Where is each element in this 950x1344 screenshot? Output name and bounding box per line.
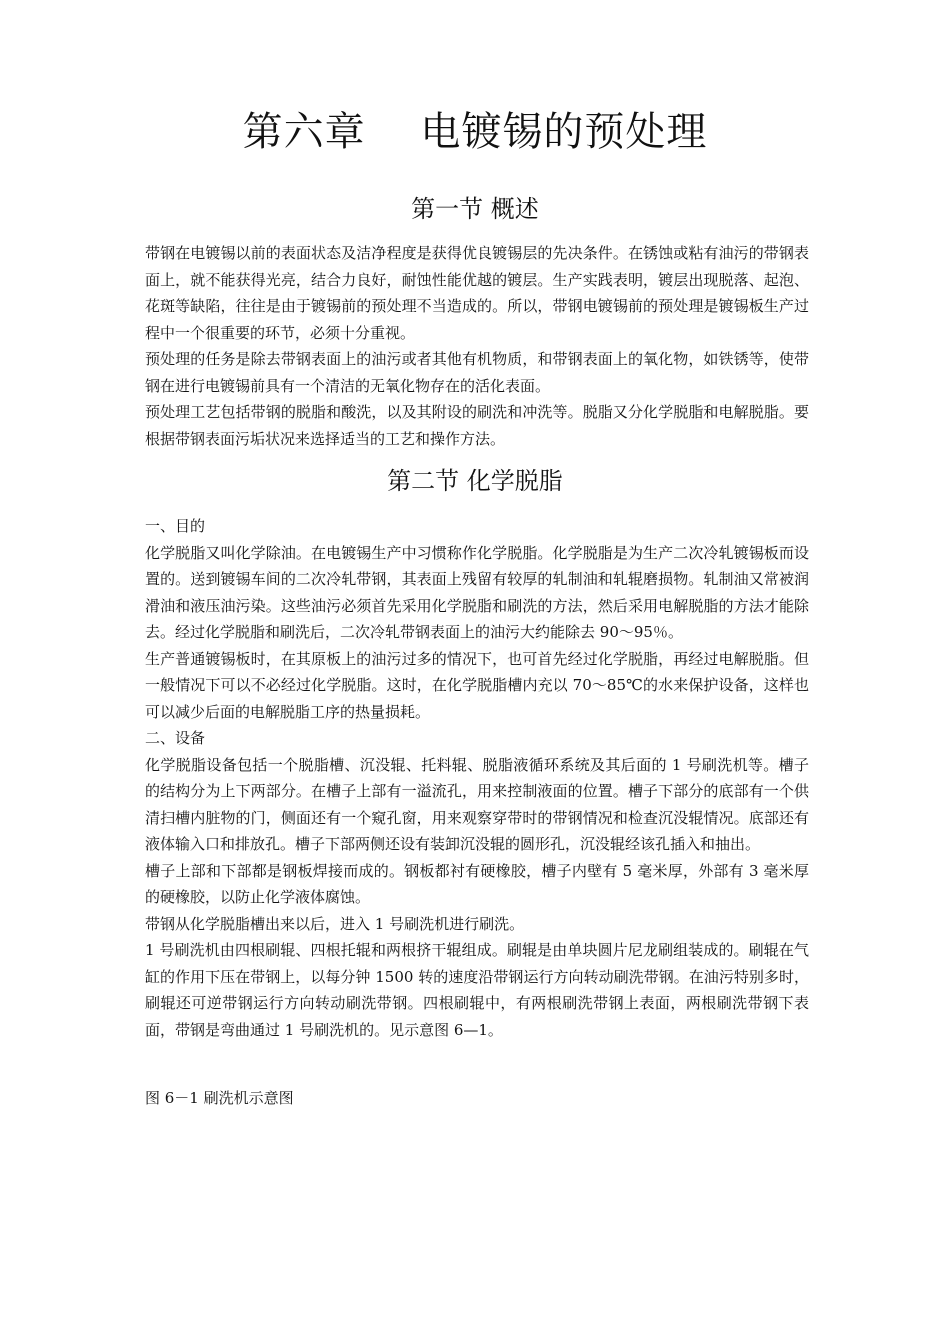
paragraph: 预处理工艺包括带钢的脱脂和酸洗，以及其附设的刷洗和冲洗等。脱脂又分化学脱脂和电解脱脂。要根据带钢表面污垢状况来选择适当的工艺和操作方法。	[145, 403, 809, 448]
paragraph: 带钢从化学脱脂槽出来以后，进入 1 号刷洗机进行刷洗。	[145, 914, 525, 933]
section-body-chemical-degreasing	[145, 513, 809, 1043]
paragraph: 预处理的任务是除去带钢表面上的油污或者其他有机物质，和带钢表面上的氧化物，如铁锈等，使带钢在进行电镀锡前具有一个清洁的无氧化物存在的活化表面。	[145, 350, 809, 395]
paragraph: 生产普通镀锡板时，在其原板上的油污过多的情况下，也可首先经过化学脱脂，再经过电解脱脂。但一般情况下可以不必经过化学脱脂。这时，在化学脱脂槽内充以 70～85℃的水来保护设备，这样也可以减少后面的电解脱脂工序的热量损耗。	[145, 649, 809, 721]
paragraph: 1 号刷洗机由四根刷辊、四根托辊和两根挤干辊组成。刷辊是由单块圆片尼龙刷组装成的。刷辊在气缸的作用下压在带钢上，以每分钟 1500 转的速度沿带钢运行方向转动刷洗带钢。在油污特别多时，刷辊还可逆带钢运行方向转动刷洗带钢。四根刷辊中，有两根刷洗带钢上表面，两根刷洗带钢下表面，带钢是弯曲通过 1 号刷洗机的。见示意图 6—1。	[145, 941, 809, 1039]
subheading-purpose: 一、目的	[145, 517, 206, 535]
paragraph: 化学脱脂又叫化学除油。在电镀锡生产中习惯称作化学脱脂。化学脱脂是为生产二次冷轧镀锡板而设置的。送到镀锡车间的二次冷轧带钢，其表面上残留有较厚的轧制油和轧辊磨损物。轧制油又常被润滑油和液压油污染。这些油污必须首先采用化学脱脂和刷洗的方法，然后采用电解脱脂的方法才能除去。经过化学脱脂和刷洗后，二次冷轧带钢表面上的油污大约能除去 90～95％。	[145, 543, 809, 641]
section-body-overview	[145, 240, 809, 452]
chapter-title: 第六章 电镀锡的预处理	[242, 109, 708, 155]
paragraph: 带钢在电镀锡以前的表面状态及洁净程度是获得优良镀锡层的先决条件。在锈蚀或粘有油污的带钢表面上，就不能获得光亮，结合力良好，耐蚀性能优越的镀层。生产实践表明，镀层出现脱落、起泡、花斑等缺陷，往往是由于镀锡前的预处理不当造成的。所以，带钢电镀锡前的预处理是镀锡板生产过程中一个很重要的环节，必须十分重视。	[145, 244, 809, 342]
subheading-equipment: 二、设备	[145, 729, 206, 747]
figure-caption: 图 6－1 刷洗机示意图	[145, 1089, 294, 1107]
section-title-chemical-degreasing: 第二节 化学脱脂	[387, 467, 563, 495]
paragraph: 化学脱脂设备包括一个脱脂槽、沉没辊、托料辊、脱脂液循环系统及其后面的 1 号刷洗机等。槽子的结构分为上下两部分。在槽子上部有一溢流孔，用来控制液面的位置。槽子下部分的底部有一个供清扫槽内脏物的门，侧面还有一个窥孔窗，用来观察穿带时的带钢情况和检查沉没辊情况。底部还有液体输入口和排放孔。槽子下部两侧还设有装卸沉没辊的圆形孔，沉没辊经该孔插入和抽出。	[145, 755, 809, 853]
section-title-overview: 第一节 概述	[411, 195, 539, 223]
paragraph: 槽子上部和下部都是钢板焊接而成的。钢板都衬有硬橡胶，槽子内壁有 5 毫米厚，外部有 3 毫米厚的硬橡胶，以防止化学液体腐蚀。	[145, 861, 809, 906]
